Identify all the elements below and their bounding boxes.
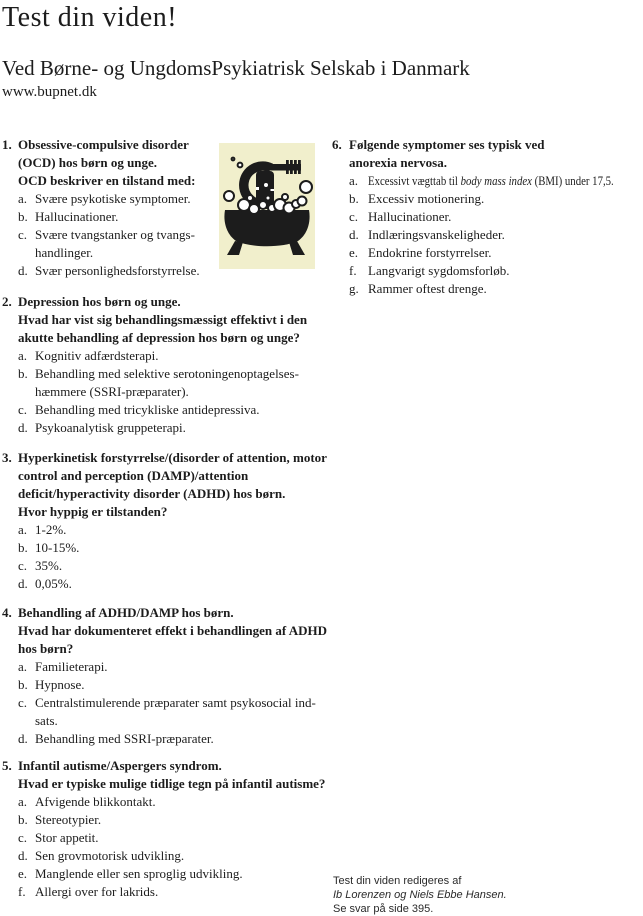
option-text: Familieterapi. bbox=[35, 659, 108, 674]
option-letter: b. bbox=[18, 812, 28, 827]
question-topic: Infantil autisme/Aspergers syndrom. bbox=[18, 758, 222, 773]
option-letter: f. bbox=[349, 263, 357, 278]
answer-option bbox=[18, 694, 332, 730]
option-letter: a. bbox=[18, 348, 28, 363]
option-text: Psykoanalytisk gruppeterapi. bbox=[35, 420, 186, 435]
answer-option bbox=[18, 658, 332, 676]
answer-option bbox=[18, 521, 332, 539]
answer-option bbox=[18, 847, 332, 865]
option-text: Hallucinationer. bbox=[35, 209, 119, 224]
option-text: Svære tvangstanker og tvangs-handlinger. bbox=[35, 227, 195, 260]
option-letter: b. bbox=[349, 191, 359, 206]
question-number: 2. bbox=[2, 294, 12, 309]
option-text-prefix: Excessivt vægttab til bbox=[368, 173, 461, 188]
option-text: Sen grovmotorisk udvikling. bbox=[35, 848, 185, 863]
answer-option bbox=[349, 208, 643, 226]
answer-option bbox=[18, 226, 218, 262]
answer-option bbox=[18, 262, 218, 280]
answer-option bbox=[349, 262, 643, 280]
question-text: OCD beskriver en tilstand med: bbox=[18, 173, 196, 188]
answer-option bbox=[18, 190, 218, 208]
footer-editors: Ib Lorenzen og Niels Ebbe Hansen. bbox=[333, 889, 507, 901]
answer-option bbox=[349, 280, 643, 298]
answer-option bbox=[18, 883, 332, 901]
answer-option bbox=[18, 730, 332, 748]
question-6 bbox=[332, 136, 643, 298]
answer-option bbox=[18, 419, 332, 437]
option-letter: g. bbox=[349, 281, 359, 296]
option-letter: e. bbox=[349, 245, 359, 260]
answer-option bbox=[18, 208, 218, 226]
answer-option bbox=[18, 539, 332, 557]
answer-option bbox=[349, 172, 643, 190]
question-number: 3. bbox=[2, 450, 12, 465]
question-topic: Obsessive-compulsive disorder (OCD) hos børn og unge. bbox=[18, 137, 189, 170]
option-letter: b. bbox=[18, 366, 28, 381]
option-letter: c. bbox=[18, 227, 28, 242]
option-text: Behandling med selektive serotoningenoptagelses-hæmmere (SSRI-præparater). bbox=[35, 366, 299, 399]
option-text: Kognitiv adfærdsterapi. bbox=[35, 348, 159, 363]
option-letter: d. bbox=[18, 420, 28, 435]
option-text: Endokrine forstyrrelser. bbox=[368, 245, 492, 260]
answer-option bbox=[18, 865, 332, 883]
option-text-suffix: (BMI) under 17,5. bbox=[531, 173, 614, 188]
option-letter: b. bbox=[18, 677, 28, 692]
option-letter: c. bbox=[18, 830, 28, 845]
website-url: www.bupnet.dk bbox=[2, 84, 97, 100]
answer-option bbox=[18, 811, 332, 829]
option-text: 35%. bbox=[35, 558, 63, 573]
option-letter: e. bbox=[18, 866, 28, 881]
question-topic: Behandling af ADHD/DAMP hos børn. bbox=[18, 605, 234, 620]
option-letter: d. bbox=[349, 227, 359, 242]
question-text: Hvor hyppig er tilstanden? bbox=[18, 504, 168, 519]
option-text: Hypnose. bbox=[35, 677, 85, 692]
answer-option bbox=[349, 190, 643, 208]
option-letter: c. bbox=[18, 402, 28, 417]
option-letter: b. bbox=[18, 209, 28, 224]
option-letter: c. bbox=[18, 558, 28, 573]
option-text: Behandling med tricykliske antidepressiva. bbox=[35, 402, 260, 417]
footer-answer-reference: Se svar på side 395. bbox=[333, 903, 434, 915]
editor-note bbox=[333, 874, 507, 916]
option-text: Stereotypier. bbox=[35, 812, 102, 827]
option-text bbox=[368, 172, 643, 190]
option-text-italic: body mass index bbox=[460, 173, 532, 188]
page-title: Test din viden! bbox=[2, 2, 178, 33]
option-text: Centralstimulerende præparater samt psykosocial ind-sats. bbox=[35, 695, 316, 728]
question-topic: Depression hos børn og unge. bbox=[18, 294, 181, 309]
question-text: Hvad har dokumenteret effekt i behandlingen af ADHD hos børn? bbox=[18, 623, 328, 656]
answer-option bbox=[349, 244, 643, 262]
option-text: Svære psykotiske symptomer. bbox=[35, 191, 191, 206]
option-letter: c. bbox=[349, 209, 359, 224]
question-number: 5. bbox=[2, 758, 12, 773]
option-text: Manglende eller sen sproglig udvikling. bbox=[35, 866, 243, 881]
page-subtitle: Ved Børne- og UngdomsPsykiatrisk Selskab i Danmark bbox=[2, 56, 470, 80]
option-text: Excessiv motionering. bbox=[368, 191, 485, 206]
person-in-bathtub-illustration bbox=[219, 143, 315, 269]
option-letter: a. bbox=[18, 794, 28, 809]
question-number: 1. bbox=[2, 137, 12, 152]
answer-option bbox=[349, 226, 643, 244]
option-letter: a. bbox=[18, 659, 28, 674]
option-text: Langvarigt sygdomsforløb. bbox=[368, 263, 510, 278]
option-letter: d. bbox=[18, 848, 28, 863]
answer-option bbox=[18, 365, 332, 401]
option-letter: d. bbox=[18, 263, 28, 278]
option-letter: f. bbox=[18, 884, 26, 899]
answer-option bbox=[18, 793, 332, 811]
option-text: Hallucinationer. bbox=[368, 209, 452, 224]
question-2 bbox=[2, 293, 332, 437]
question-5 bbox=[2, 757, 332, 901]
answer-option bbox=[18, 676, 332, 694]
question-1 bbox=[2, 136, 218, 280]
option-letter: c. bbox=[18, 695, 28, 710]
option-letter: a. bbox=[349, 173, 359, 188]
option-letter: d. bbox=[18, 731, 28, 746]
option-text: Indlæringsvanskeligheder. bbox=[368, 227, 505, 242]
option-text: 1-2%. bbox=[35, 522, 67, 537]
option-text: Afvigende blikkontakt. bbox=[35, 794, 156, 809]
answer-option bbox=[18, 347, 332, 365]
option-letter: b. bbox=[18, 540, 28, 555]
option-text: 0,05%. bbox=[35, 576, 72, 591]
question-text: Hvad er typiske mulige tidlige tegn på infantil autisme? bbox=[18, 776, 326, 791]
option-letter: d. bbox=[18, 576, 28, 591]
answer-option bbox=[18, 401, 332, 419]
question-topic: Følgende symptomer ses typisk ved anorexia nervosa. bbox=[349, 137, 545, 170]
question-4 bbox=[2, 604, 332, 748]
bathtub-clipart-icon bbox=[219, 143, 315, 269]
question-number: 6. bbox=[332, 137, 342, 152]
option-text: 10-15%. bbox=[35, 540, 80, 555]
answer-option bbox=[18, 575, 332, 593]
option-text: Stor appetit. bbox=[35, 830, 99, 845]
option-letter: a. bbox=[18, 522, 28, 537]
answer-option bbox=[18, 557, 332, 575]
question-3 bbox=[2, 449, 332, 593]
option-letter: a. bbox=[18, 191, 28, 206]
question-number: 4. bbox=[2, 605, 12, 620]
footer-edited-by: Test din viden redigeres af bbox=[333, 875, 462, 887]
option-text: Svær personlighedsforstyrrelse. bbox=[35, 263, 200, 278]
question-topic: Hyperkinetisk forstyrrelse/(disorder of attention, motor control and perception (DAMP)/attention deficit/hyperactivity disorder (ADHD) hos børn. bbox=[18, 450, 327, 501]
option-text: Behandling med SSRI-præparater. bbox=[35, 731, 214, 746]
option-text: Allergi over for lakrids. bbox=[35, 884, 159, 899]
option-text: Rammer oftest drenge. bbox=[368, 281, 487, 296]
answer-option bbox=[18, 829, 332, 847]
question-text: Hvad har vist sig behandlingsmæssigt effektivt i den akutte behandling af depression hos børn og unge? bbox=[18, 312, 308, 345]
